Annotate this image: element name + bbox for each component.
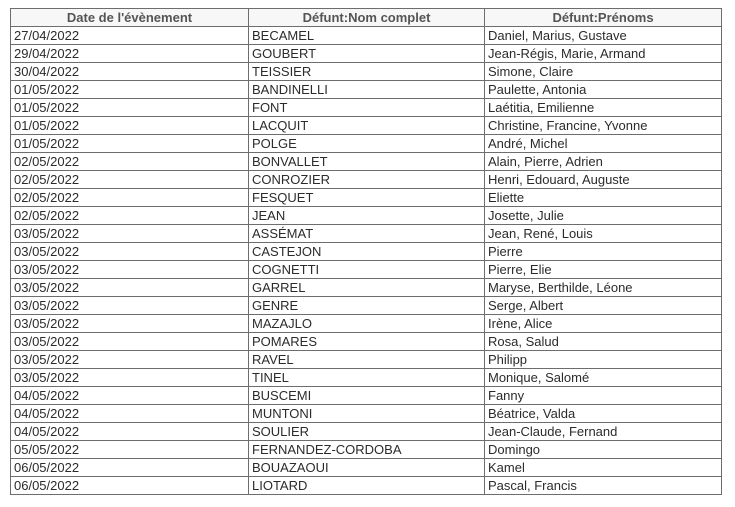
table-row: [11, 45, 722, 63]
table-row: [11, 351, 722, 369]
event-date-cell: 02/05/2022: [11, 153, 249, 171]
full-name-cell: RAVEL: [249, 351, 485, 369]
full-name-cell: ASSÉMAT: [249, 225, 485, 243]
first-names-cell: Christine, Francine, Yvonne: [485, 117, 722, 135]
first-names-cell: Josette, Julie: [485, 207, 722, 225]
full-name-cell: BECAMEL: [249, 27, 485, 45]
table-row: [11, 81, 722, 99]
header-full-name: Défunt:Nom complet: [249, 9, 485, 27]
event-date-cell: 04/05/2022: [11, 423, 249, 441]
first-names-cell: Pierre: [485, 243, 722, 261]
first-names-cell: Pierre, Elie: [485, 261, 722, 279]
first-names-cell: Laétitia, Emilienne: [485, 99, 722, 117]
table-row: [11, 315, 722, 333]
first-names-cell: Paulette, Antonia: [485, 81, 722, 99]
header-first-names: Défunt:Prénoms: [485, 9, 722, 27]
event-date-cell: 03/05/2022: [11, 369, 249, 387]
full-name-cell: BONVALLET: [249, 153, 485, 171]
full-name-cell: LIOTARD: [249, 477, 485, 495]
first-names-cell: Pascal, Francis: [485, 477, 722, 495]
event-date-cell: 03/05/2022: [11, 297, 249, 315]
full-name-cell: FONT: [249, 99, 485, 117]
first-names-cell: Serge, Albert: [485, 297, 722, 315]
table-row: [11, 387, 722, 405]
full-name-cell: SOULIER: [249, 423, 485, 441]
full-name-cell: BANDINELLI: [249, 81, 485, 99]
first-names-cell: Jean, René, Louis: [485, 225, 722, 243]
table-row: [11, 261, 722, 279]
table-row: [11, 423, 722, 441]
header-row: [11, 9, 722, 27]
first-names-cell: Simone, Claire: [485, 63, 722, 81]
table-row: [11, 369, 722, 387]
table-row: [11, 459, 722, 477]
event-date-cell: 01/05/2022: [11, 135, 249, 153]
table-row: [11, 189, 722, 207]
first-names-cell: Irène, Alice: [485, 315, 722, 333]
full-name-cell: GARREL: [249, 279, 485, 297]
event-date-cell: 03/05/2022: [11, 261, 249, 279]
table-row: [11, 99, 722, 117]
deceased-table: [10, 8, 722, 495]
table-row: [11, 441, 722, 459]
event-date-cell: 29/04/2022: [11, 45, 249, 63]
event-date-cell: 04/05/2022: [11, 405, 249, 423]
table-row: [11, 27, 722, 45]
event-date-cell: 03/05/2022: [11, 315, 249, 333]
first-names-cell: Fanny: [485, 387, 722, 405]
first-names-cell: Henri, Edouard, Auguste: [485, 171, 722, 189]
full-name-cell: CASTEJON: [249, 243, 485, 261]
event-date-cell: 03/05/2022: [11, 225, 249, 243]
table-row: [11, 279, 722, 297]
full-name-cell: GOUBERT: [249, 45, 485, 63]
table-row: [11, 63, 722, 81]
first-names-cell: André, Michel: [485, 135, 722, 153]
event-date-cell: 30/04/2022: [11, 63, 249, 81]
full-name-cell: POLGE: [249, 135, 485, 153]
event-date-cell: 01/05/2022: [11, 117, 249, 135]
full-name-cell: JEAN: [249, 207, 485, 225]
event-date-cell: 02/05/2022: [11, 171, 249, 189]
full-name-cell: COGNETTI: [249, 261, 485, 279]
first-names-cell: Béatrice, Valda: [485, 405, 722, 423]
event-date-cell: 02/05/2022: [11, 207, 249, 225]
table-row: [11, 243, 722, 261]
full-name-cell: FERNANDEZ-CORDOBA: [249, 441, 485, 459]
event-date-cell: 03/05/2022: [11, 351, 249, 369]
first-names-cell: Maryse, Berthilde, Léone: [485, 279, 722, 297]
full-name-cell: TINEL: [249, 369, 485, 387]
full-name-cell: BOUAZAOUI: [249, 459, 485, 477]
event-date-cell: 05/05/2022: [11, 441, 249, 459]
table-row: [11, 477, 722, 495]
event-date-cell: 03/05/2022: [11, 243, 249, 261]
table-row: [11, 171, 722, 189]
full-name-cell: GENRE: [249, 297, 485, 315]
table-body: [11, 27, 722, 495]
full-name-cell: LACQUIT: [249, 117, 485, 135]
table-header: [11, 9, 722, 27]
table-row: [11, 135, 722, 153]
event-date-cell: 03/05/2022: [11, 333, 249, 351]
table-row: [11, 117, 722, 135]
first-names-cell: Jean-Claude, Fernand: [485, 423, 722, 441]
full-name-cell: FESQUET: [249, 189, 485, 207]
event-date-cell: 03/05/2022: [11, 279, 249, 297]
event-date-cell: 06/05/2022: [11, 459, 249, 477]
first-names-cell: Philipp: [485, 351, 722, 369]
first-names-cell: Eliette: [485, 189, 722, 207]
first-names-cell: Kamel: [485, 459, 722, 477]
event-date-cell: 27/04/2022: [11, 27, 249, 45]
table-row: [11, 225, 722, 243]
table-row: [11, 153, 722, 171]
full-name-cell: POMARES: [249, 333, 485, 351]
full-name-cell: MAZAJLO: [249, 315, 485, 333]
event-date-cell: 02/05/2022: [11, 189, 249, 207]
full-name-cell: CONROZIER: [249, 171, 485, 189]
full-name-cell: TEISSIER: [249, 63, 485, 81]
first-names-cell: Domingo: [485, 441, 722, 459]
table-row: [11, 297, 722, 315]
table-row: [11, 405, 722, 423]
full-name-cell: MUNTONI: [249, 405, 485, 423]
table-row: [11, 207, 722, 225]
first-names-cell: Daniel, Marius, Gustave: [485, 27, 722, 45]
first-names-cell: Monique, Salomé: [485, 369, 722, 387]
event-date-cell: 01/05/2022: [11, 81, 249, 99]
first-names-cell: Rosa, Salud: [485, 333, 722, 351]
first-names-cell: Jean-Régis, Marie, Armand: [485, 45, 722, 63]
event-date-cell: 01/05/2022: [11, 99, 249, 117]
header-event-date: Date de l'évènement: [11, 9, 249, 27]
event-date-cell: 04/05/2022: [11, 387, 249, 405]
event-date-cell: 06/05/2022: [11, 477, 249, 495]
full-name-cell: BUSCEMI: [249, 387, 485, 405]
table-row: [11, 333, 722, 351]
first-names-cell: Alain, Pierre, Adrien: [485, 153, 722, 171]
